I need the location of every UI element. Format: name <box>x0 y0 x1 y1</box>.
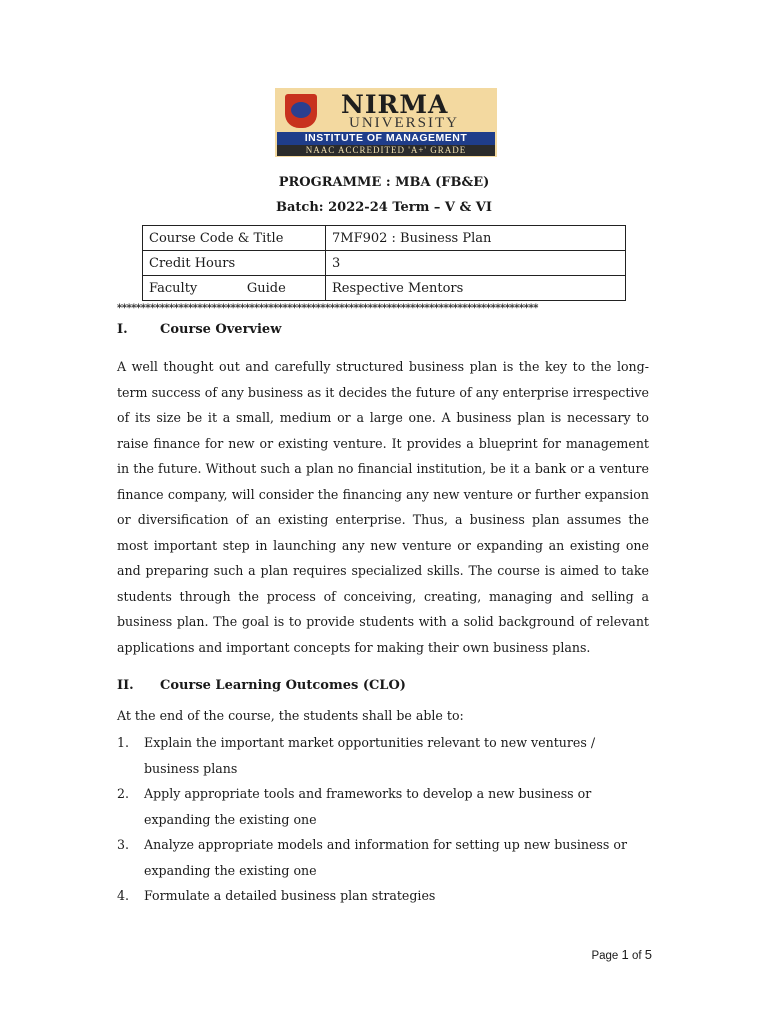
list-item <box>117 832 649 883</box>
nirma-university-logo <box>275 88 497 157</box>
table-row <box>143 251 626 276</box>
total-pages: 5 <box>644 947 652 962</box>
clo-intro: At the end of the course, the students shall be able to: <box>117 708 464 723</box>
university-crest-icon <box>285 94 317 128</box>
list-number: 1. <box>117 735 130 750</box>
clo-list <box>117 730 649 909</box>
table-row <box>143 226 626 251</box>
course-overview-paragraph: A well thought out and carefully structured business plan is the key to the long-term success of any business as it decides the future of any enterprise irrespective of its size be it a small, medium or a large one. A business plan is necessary to raise finance for new or existing venture. It provides a blueprint for management in the future. Without such a plan no financial institution, be it a bank or a venture finance company, will consider the financing any new venture or further expansion or diversification of an existing enterprise. Thus, a business plan assumes the most important step in launching any new venture or expanding an existing one and preparing such a plan requires specialized skills. The course is aimed to take students through the process of conceiving, creating, managing and selling a business plan. The goal is to provide students with a solid background of relevant applications and important concepts for making their own business plans. <box>117 359 649 655</box>
section-title: Course Overview <box>160 322 282 337</box>
table-key: Course Code & Title <box>143 226 326 251</box>
list-item <box>117 730 649 781</box>
section-number: II. <box>117 678 134 693</box>
section-number: I. <box>117 322 128 337</box>
course-info-table <box>142 225 626 301</box>
of-label: of <box>631 950 642 962</box>
list-number: 4. <box>117 888 130 903</box>
table-row <box>143 276 626 301</box>
page-label: Page <box>591 950 619 962</box>
page-number-footer <box>591 947 652 962</box>
list-text: Analyze appropriate models and information for setting up new business or expanding the existing one <box>144 837 627 878</box>
table-key: Credit Hours <box>143 251 326 276</box>
logo-accreditation: NAAC ACCREDITED 'A+' GRADE <box>277 145 495 156</box>
current-page: 1 <box>621 947 629 962</box>
list-text: Explain the important market opportunities relevant to new ventures / business plans <box>144 735 596 776</box>
list-number: 2. <box>117 786 130 801</box>
table-key: Faculty Guide <box>143 276 326 301</box>
section-title: Course Learning Outcomes (CLO) <box>160 678 406 693</box>
section-heading-clo <box>117 678 406 693</box>
programme-title: PROGRAMME : MBA (FB&E) <box>278 175 490 190</box>
section-heading-overview <box>117 322 281 337</box>
list-number: 3. <box>117 837 130 852</box>
crest-seal <box>291 102 311 118</box>
list-item <box>117 883 649 909</box>
logo-name: NIRMA <box>341 90 449 119</box>
list-text: Apply appropriate tools and frameworks to develop a new business or expanding the existing one <box>144 786 592 827</box>
logo-university: UNIVERSITY <box>349 115 459 131</box>
batch-title: Batch: 2022-24 Term – V & VI <box>276 200 492 215</box>
star-separator: ***************************************************************************************** <box>117 303 538 314</box>
table-value: 7MF902 : Business Plan <box>326 226 626 251</box>
table-value: 3 <box>326 251 626 276</box>
logo-institute: INSTITUTE OF MANAGEMENT <box>277 132 495 145</box>
list-text: Formulate a detailed business plan strategies <box>144 888 436 903</box>
list-item <box>117 781 649 832</box>
table-value: Respective Mentors <box>326 276 626 301</box>
